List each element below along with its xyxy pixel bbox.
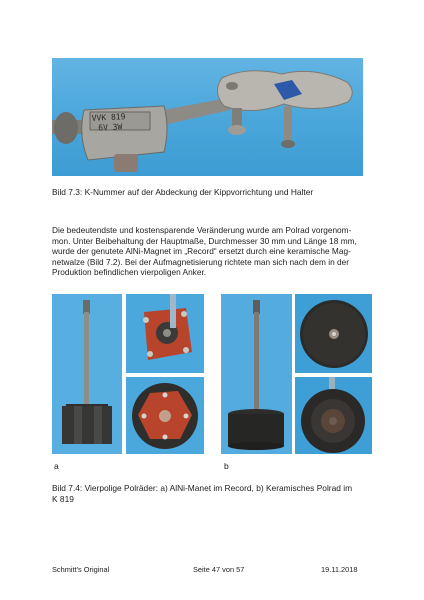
body-line: mon. Unter Beibehaltung der Hauptmaße, Durchmesser 30 mm und Länge 18 mm,: [52, 235, 357, 246]
alni-rotor-side-photo: [52, 294, 122, 454]
subfigure-label-a: a: [54, 461, 59, 471]
k-number-engraving: [91, 112, 126, 134]
alni-rotor-face-photo: [126, 377, 204, 454]
body-line: Die bedeutendste und kostensparende Veränderung wurde am Polrad vorgenom-: [52, 225, 352, 235]
ceramic-rotor-face-photo: [295, 377, 372, 454]
figure-7-4-caption: [52, 483, 372, 505]
caption-line: K 819: [52, 493, 74, 504]
engraving-line-1: VVK 819: [91, 112, 126, 123]
engraving-line-2: 6V 3W: [98, 122, 123, 133]
body-line: Produktion befindlichen vierpoligen Anker.: [52, 267, 207, 278]
body-line: netwalze (Bild 7.2). Bei der Aufmagnetisierung richtete man sich nach dem in der: [52, 256, 349, 267]
ceramic-rotor-side-photo: [221, 294, 292, 454]
subfigure-label-b: b: [224, 461, 229, 471]
k-number-cover-photo: [52, 58, 363, 176]
alni-rotor-end-photo: [126, 294, 204, 373]
ceramic-rotor-end-photo: [295, 294, 372, 373]
footer-page-number: Seite 47 von 57: [193, 565, 245, 574]
body-line: wurde der genutete AlNi-Magnet im „Record“ ersetzt durch eine keramische Mag-: [52, 246, 351, 257]
footer-date: 19.11.2018: [321, 565, 358, 574]
footer-left: Schmitt's Original: [52, 565, 110, 574]
caption-line: Bild 7.4: Vierpolige Polräder: a) AlNi-Manet im Record, b) Keramisches Polrad im: [52, 483, 353, 493]
figure-7-3-caption: Bild 7.3: K-Nummer auf der Abdeckung der Kippvorrichtung und Halter: [52, 187, 314, 197]
body-paragraph: [52, 225, 372, 278]
